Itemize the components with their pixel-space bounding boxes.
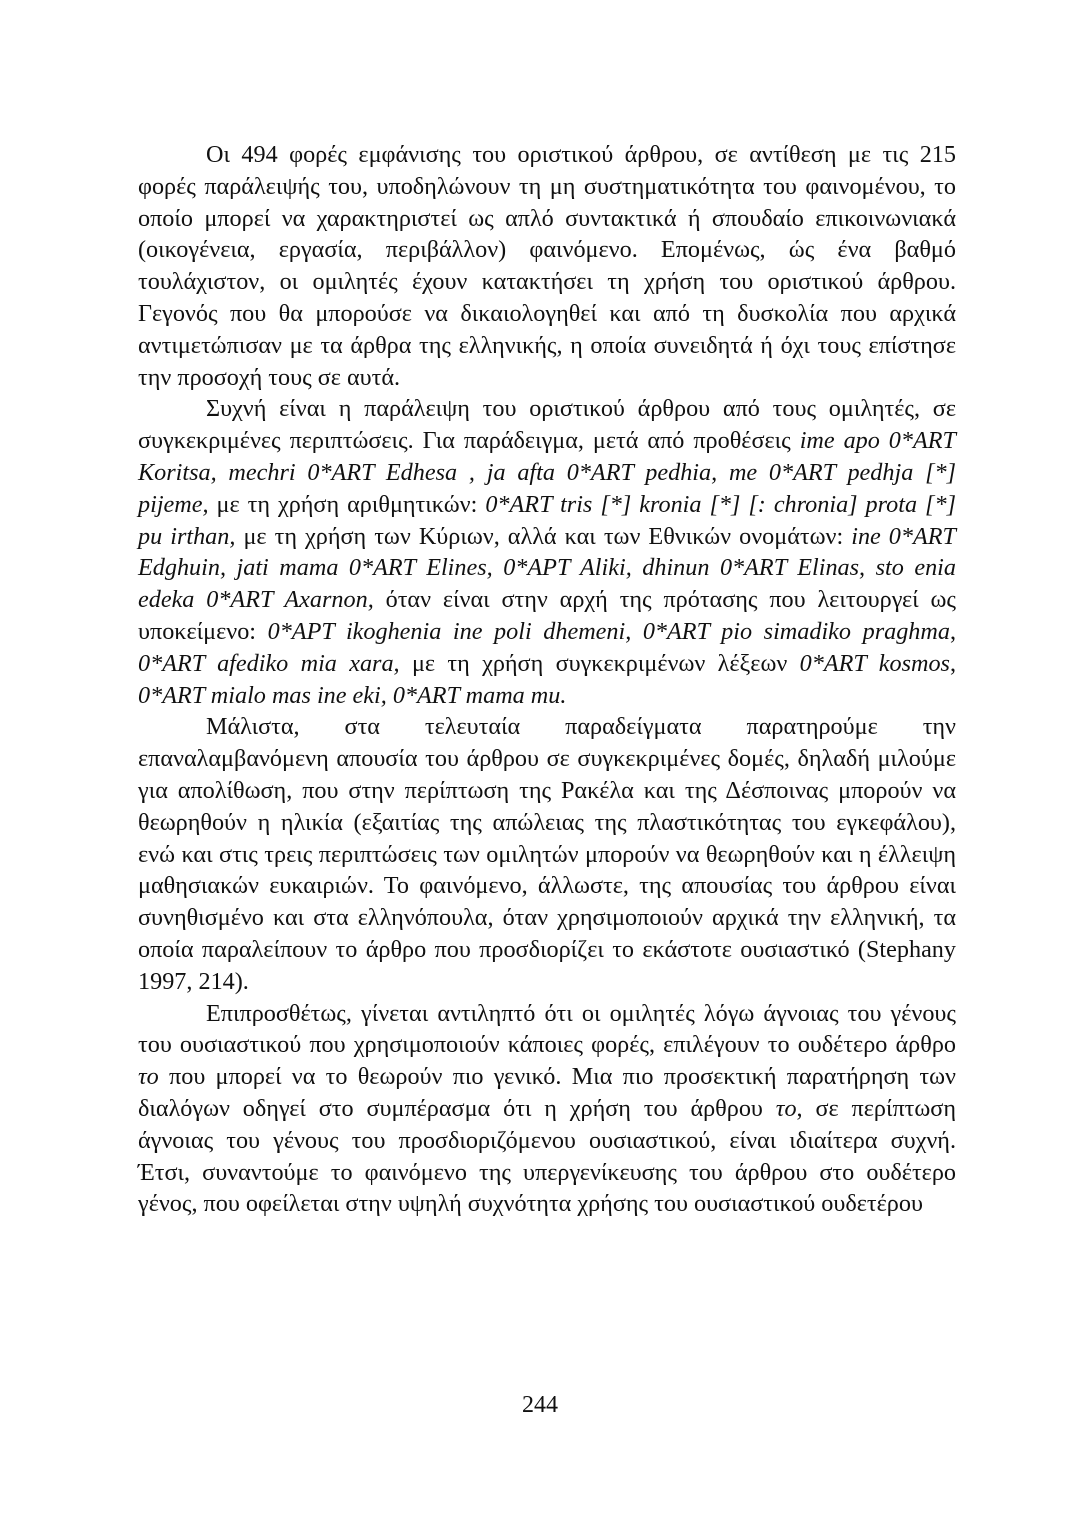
italic-example-text: το bbox=[775, 1094, 797, 1122]
paragraph bbox=[138, 711, 956, 997]
text-run: Οι 494 φορές εμφάνισης του οριστικού άρθρου, σε αντίθεση με τις 215 φορές παράλειψής του, υποδηλώνουν τη μη συστηματικότητα του φαινομένου, το οποίο μπορεί να χαρακτηριστεί ως απλό συντακτικά ή σπουδαίο επικοινωνιακά (οικογένεια, εργασία, περιβάλλον) φαινόμενο. Επομένως, ώς ένα βαθμό τουλάχιστον, οι ομιλητές έχουν κατακτήσει τη χρήση του οριστικού άρθρου. Γεγονός που θα μπορούσε να δικαιολογηθεί και από τη δυσκολία που αρχικά αντιμετώπισαν με τα άρθρα της ελληνικής, η οποία συνειδητά ή όχι τους επίστησε την προσοχή τους σε αυτά. bbox=[138, 141, 956, 391]
italic-example-text: το bbox=[138, 1063, 159, 1091]
italic-example-text: 0*ART afediko mia xara, bbox=[138, 649, 400, 677]
text-run: με τη χρήση των Κύριων, αλλά και των Εθνικών ονομάτων: bbox=[235, 522, 852, 550]
italic-example-text: 0*ART tris [*] kronia [*] [: chronia] prota [*] pu irthan, bbox=[138, 490, 956, 550]
italic-example-text: 0*ART mialo mas ine eki, 0*ART mama mu. bbox=[138, 681, 567, 709]
italic-example-text: 0*APT ikoghenia ine poli dhemeni, 0*ART pio simadiko praghma bbox=[267, 617, 950, 645]
paragraph bbox=[138, 998, 956, 1221]
italic-example-text: ine 0*ART Edghuin, jati mama 0*ART Elines, 0*APT Aliki, dhinun 0*ART Elinas, sto enia edeka 0*ART Axarnon, bbox=[138, 522, 956, 614]
text-run: που μπορεί να το θεωρούν πιο γενικό. Μια πιο προσεκτική παρατήρηση των διαλόγων οδηγεί στο συμπέρασμα ότι η χρήση του άρθρου bbox=[138, 1063, 956, 1122]
italic-example-text: ime apo 0*ART Koritsa, mechri 0*ART Edhesa , ja afta 0*ART pedhia, me 0*ART pedhja [*] pijeme, bbox=[138, 427, 956, 518]
paragraph bbox=[138, 139, 956, 393]
text-run: με τη χρήση αριθμητικών: bbox=[208, 490, 486, 518]
text-run: Επιπροσθέτως, γίνεται αντιληπτό ότι οι ομιλητές λόγω άγνοιας του γένους του ουσιαστικού που χρησιμοποιούν κάποιες φορές, επιλέγουν το ουδέτερο άρθρο bbox=[138, 999, 956, 1059]
text-run: , bbox=[949, 617, 956, 645]
body-text bbox=[138, 139, 956, 1220]
text-run: , σε περίπτωση άγνοιας του γένους του προσδιοριζόμενου ουσιαστικού, είναι ιδιαίτερα συχνή. Έτσι, συναντούμε το φαινόμενο της υπεργενίκευσης του άρθρου στο ουδέτερο γένος, που οφείλεται στην υψηλή συχνότητα χρήσης του ουσιαστικού ουδετέρου bbox=[138, 1094, 956, 1218]
italic-example-text: 0*ART kosmos bbox=[799, 649, 950, 677]
paragraph bbox=[138, 393, 956, 711]
page-number: 244 bbox=[522, 1392, 558, 1418]
text-run: Μάλιστα, στα τελευταία παραδείγματα παρατηρούμε την επαναλαμβανόμενη απουσία του άρθρου σε συγκεκριμένες δομές, δηλαδή μιλούμε για απολίθωση, που στην περίπτωση της Ρακέλα και της Δέσποινας μπορούν να θεωρηθούν η ηλικία (εξαιτίας της απώλειας της πλαστικότητας του εγκεφάλου), ενώ και στις τρεις περιπτώσεις των ομιλητών μπορούν να θεωρηθούν και η έλλειψη μαθησιακών ευκαιριών. Το φαινόμενο, άλλωστε, της απουσίας του άρθρου είναι συνηθισμένο και στα ελληνόπουλα, όταν χρησιμοποιούν αρχικά την ελληνική, τα οποία παραλείπουν το άρθρο που προσδιορίζει το εκάστοτε ουσιαστικό (Stephany 1997, 214). bbox=[138, 713, 956, 995]
text-run: όταν είναι στην αρχή της πρότασης που λειτουργεί ως υποκείμενο: bbox=[138, 586, 956, 645]
text-run: Συχνή είναι η παράλειψη του οριστικού άρθρου από τους ομιλητές, σε συγκεκριμένες περιπτώσεις. Για παράδειγμα, μετά από προθέσεις bbox=[138, 395, 956, 455]
text-run: με τη χρήση συγκεκριμένων λέξεων bbox=[399, 649, 800, 677]
text-run: , bbox=[949, 649, 957, 677]
